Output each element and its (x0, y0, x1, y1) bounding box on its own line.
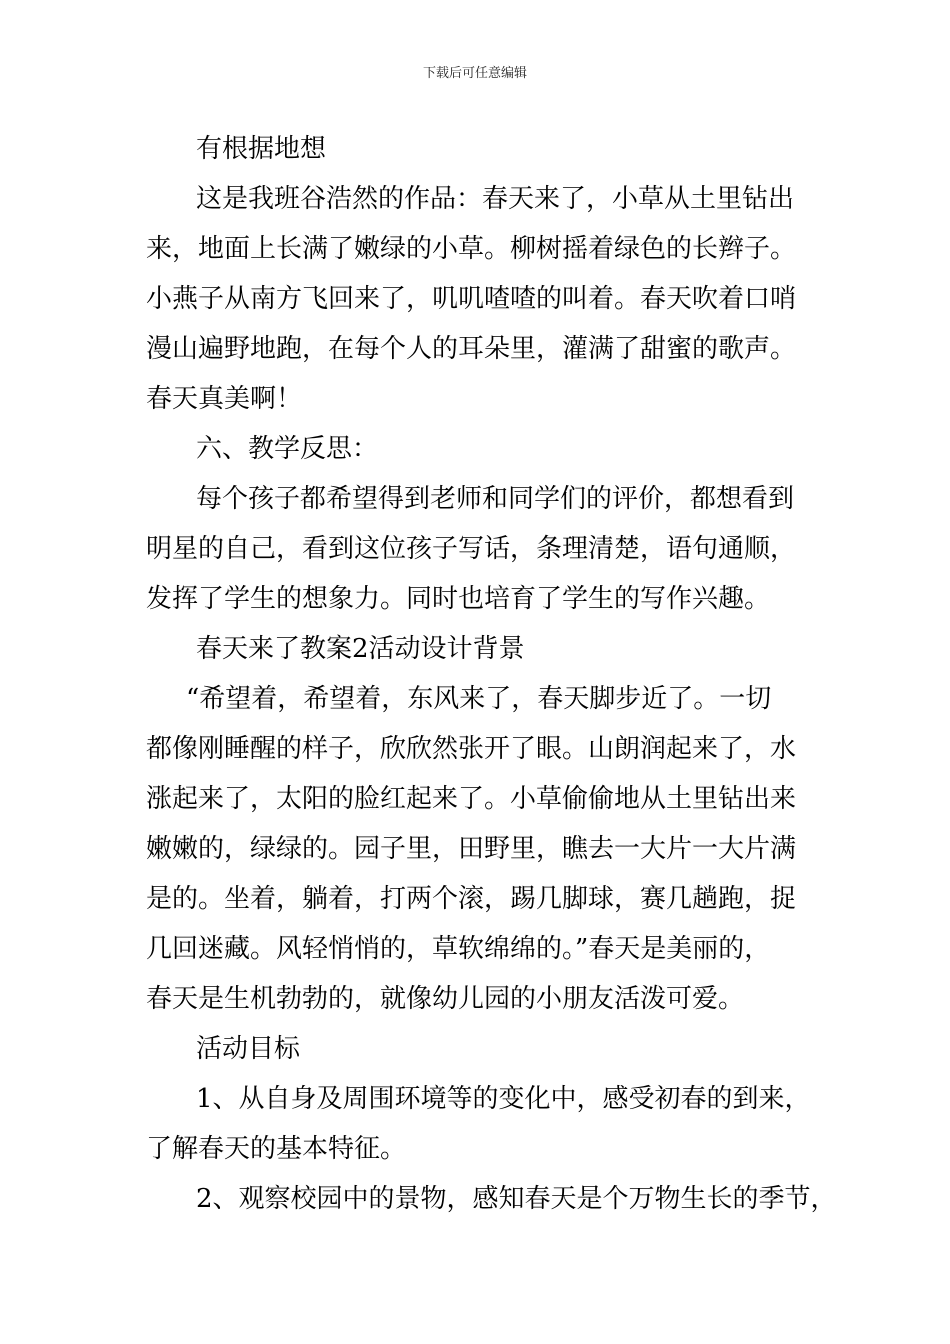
text-line: 都像刚睡醒的样子，欣欣然张开了眼。山朗润起来了，水 (146, 734, 797, 764)
text-line: 是的。坐着，躺着，打两个滚，踢几脚球，赛几趟跑，捉 (146, 884, 797, 914)
text-line: 明星的自己，看到这位孩子写话，条理清楚，语句通顺， (146, 534, 797, 564)
text-line: 发挥了学生的想象力。同时也培育了学生的写作兴趣。 (146, 584, 771, 614)
text-line: 每个孩子都希望得到老师和同学们的评价，都想看到 (196, 484, 795, 514)
text-line: 涨起来了，太阳的脸红起来了。小草偷偷地从土里钻出来 (146, 784, 797, 814)
text-line: 嫩嫩的，绿绿的。园子里，田野里，瞧去一大片一大片满 (146, 834, 797, 864)
text-line: 几回迷藏。风轻悄悄的，草软绵绵的。”春天是美丽的， (146, 934, 771, 964)
text-line: 春天是生机勃勃的，就像幼儿园的小朋友活泼可爱。 (146, 984, 745, 1014)
section-heading: 活动目标 (196, 1034, 301, 1064)
text-line: 了解春天的基本特征。 (146, 1134, 407, 1164)
text-line: 漫山遍野地跑，在每个人的耳朵里，灌满了甜蜜的歌声。 (146, 334, 797, 364)
text-line: 1、从自身及周围环境等的变化中，感受初春的到来， (196, 1084, 811, 1114)
section-heading: 六、教学反思： (196, 434, 379, 464)
text-line: 来，地面上长满了嫩绿的小草。柳树摇着绿色的长辫子。 (146, 234, 797, 264)
text-line: “希望着，希望着，东风来了，春天脚步近了。一切 (186, 684, 772, 714)
text-line: 有根据地想 (196, 134, 327, 164)
text-line: 小燕子从南方飞回来了，叽叽喳喳的叫着。春天吹着口哨 (146, 284, 797, 314)
text-line: 春天真美啊！ (146, 384, 303, 414)
header-note: 下载后可任意编辑 (422, 66, 527, 81)
text-line: 2、观察校园中的景物，感知春天是个万物生长的季节， (196, 1184, 837, 1214)
text-line: 这是我班谷浩然的作品：春天来了，小草从土里钻出 (196, 184, 795, 214)
section-heading: 春天来了教案2活动设计背景 (196, 634, 525, 664)
